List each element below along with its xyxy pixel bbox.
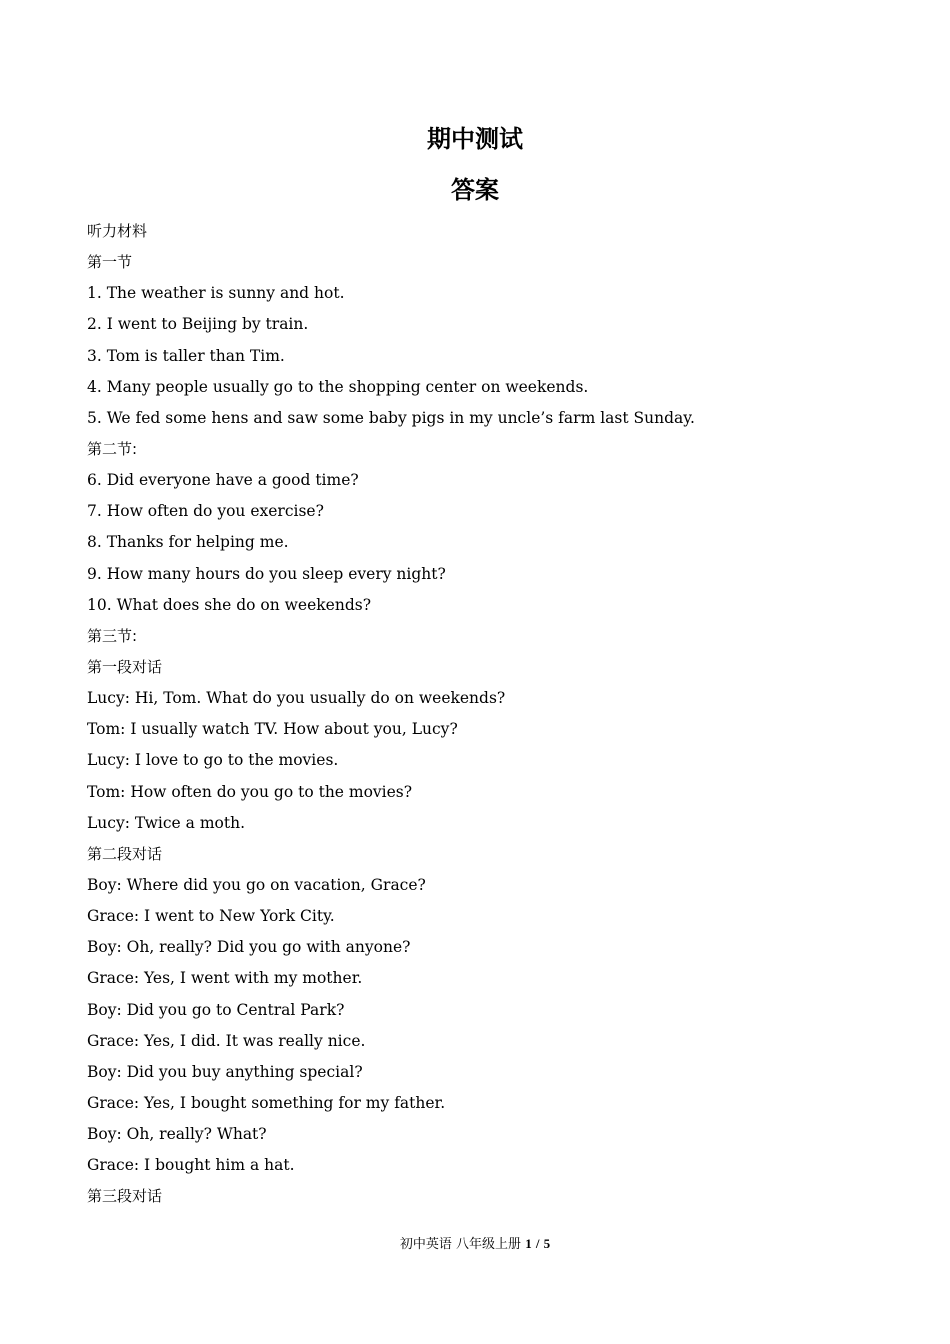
text-line: 2. I went to Beijing by train.: [87, 315, 309, 334]
page-footer: [0, 1234, 950, 1255]
text-line: Tom: How often do you go to the movies?: [87, 782, 413, 801]
text-line: Boy: Where did you go on vacation, Grace?: [87, 875, 426, 894]
text-line: 9. How many hours do you sleep every night?: [87, 564, 446, 583]
text-line: Tom: I usually watch TV. How about you, Lucy?: [87, 720, 458, 739]
text-line: Lucy: Twice a moth.: [87, 813, 245, 832]
section-heading: 第一段对话: [87, 657, 163, 676]
footer-page-current: 1: [525, 1236, 532, 1251]
section-heading: 听力材料: [87, 222, 148, 240]
text-line: 7. How often do you exercise?: [87, 502, 324, 521]
section-heading: 第三段对话: [87, 1187, 163, 1206]
text-line: 10. What does she do on weekends?: [87, 595, 372, 614]
text-line: Boy: Oh, really? Did you go with anyone?: [87, 938, 411, 957]
footer-page-separator: /: [535, 1236, 540, 1251]
text-line: 4. Many people usually go to the shopping center on weekends.: [87, 377, 589, 396]
text-line: 1. The weather is sunny and hot.: [87, 284, 345, 303]
section-heading: 第一节: [87, 253, 133, 272]
text-line: Lucy: I love to go to the movies.: [87, 751, 339, 770]
document-body: [87, 216, 867, 1213]
text-line: Grace: Yes, I went with my mother.: [87, 969, 363, 988]
page-title: 期中测试: [427, 125, 523, 153]
text-line: 6. Did everyone have a good time?: [87, 471, 359, 490]
text-line: Boy: Did you buy anything special?: [87, 1062, 363, 1081]
text-line: 8. Thanks for helping me.: [87, 533, 289, 552]
section-heading: 第三节:: [87, 626, 138, 645]
text-line: Grace: Yes, I bought something for my father.: [87, 1093, 446, 1112]
page-subtitle: 答案: [451, 176, 499, 204]
text-line: Boy: Did you go to Central Park?: [87, 1000, 345, 1019]
text-line: Grace: I went to New York City.: [87, 907, 335, 926]
footer-page-total: 5: [543, 1236, 551, 1251]
text-line: Grace: I bought him a hat.: [87, 1156, 295, 1175]
text-line: 3. Tom is taller than Tim.: [87, 346, 285, 365]
text-line: Lucy: Hi, Tom. What do you usually do on weekends?: [87, 689, 506, 708]
section-heading: 第二节:: [87, 439, 138, 458]
section-heading: 第二段对话: [87, 844, 163, 863]
footer-course: 初中英语 八年级上册: [399, 1237, 522, 1252]
text-line: Grace: Yes, I did. It was really nice.: [87, 1031, 366, 1050]
text-line: Boy: Oh, really? What?: [87, 1125, 267, 1144]
text-line: 5. We fed some hens and saw some baby pigs in my uncle’s farm last Sunday.: [87, 408, 695, 427]
